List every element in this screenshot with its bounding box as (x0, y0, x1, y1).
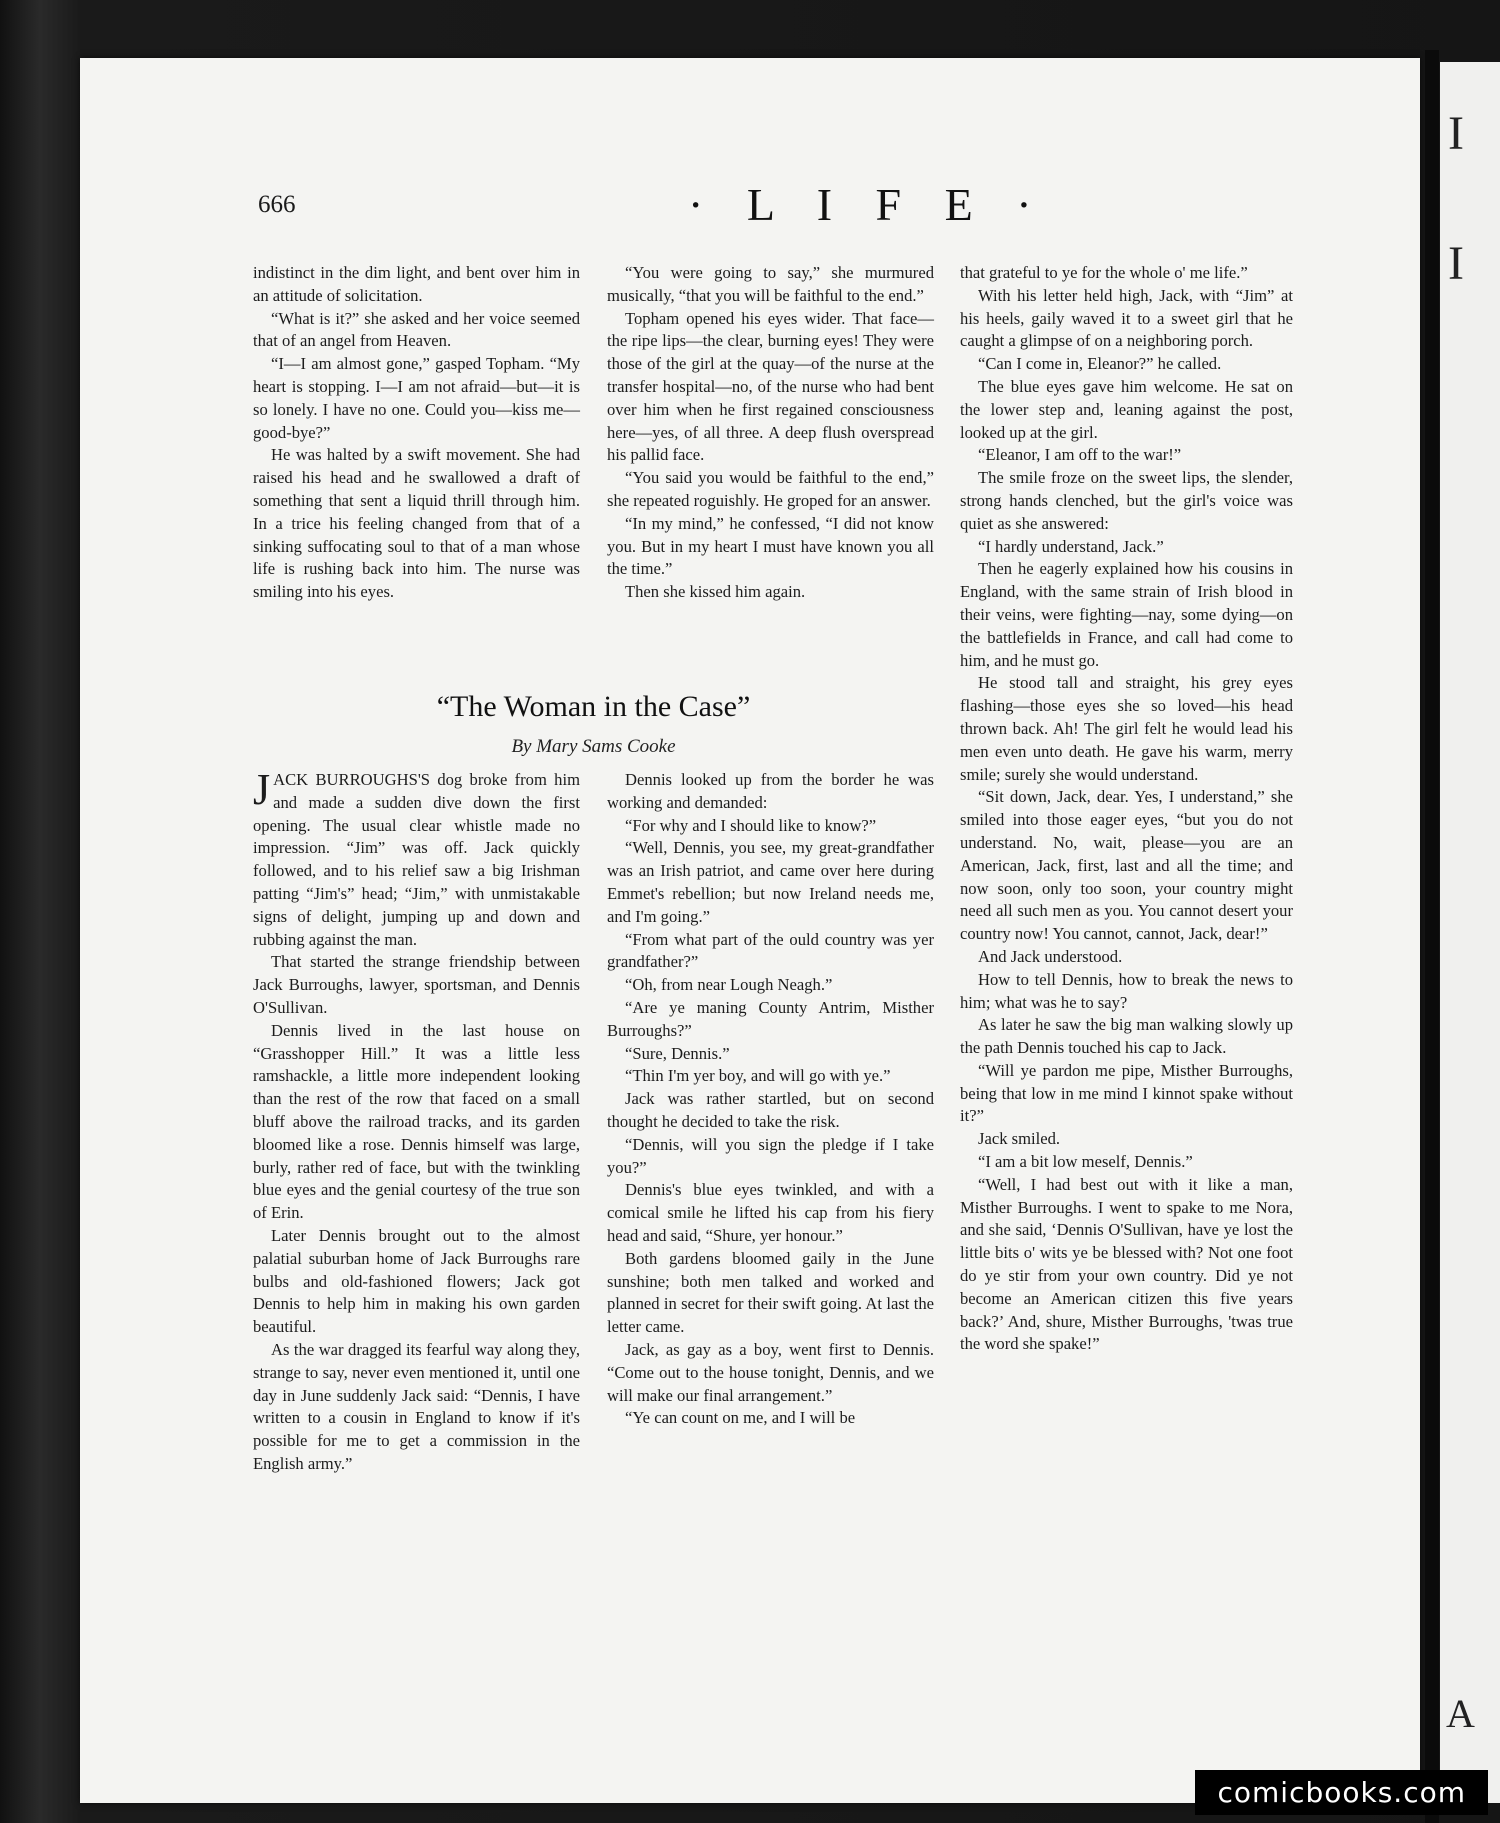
page-number: 666 (258, 191, 296, 218)
column-1-story (253, 765, 580, 1476)
paragraph: “Eleanor, I am off to the war!” (978, 445, 1182, 465)
paragraph: “Thin I'm yer boy, and will go with ye.” (625, 1066, 891, 1086)
watermark: comicbooks.com (1195, 1770, 1488, 1815)
paragraph: “Will ye pardon me pipe, Misther Burroughs, being that low in me mind I kinnot spake without it?” (960, 1060, 1293, 1126)
paragraph: Then he eagerly explained how his cousins in England, with the same strain of Irish blood in their veins, were fighting—nay, some dying—on the battlefields in France, and call had come to him, and he must go. (960, 559, 1293, 670)
paragraph: “Are ye maning County Antrim, Misther Burroughs?” (607, 997, 934, 1040)
paragraph: “I hardly understand, Jack.” (978, 536, 1164, 556)
paragraph: And Jack understood. (978, 946, 1123, 966)
column-3 (960, 262, 1293, 1356)
paragraph: Then she kissed him again. (625, 582, 806, 602)
paragraph: Jack, as gay as a boy, went first to Dennis. “Come out to the house tonight, Dennis, and we will make our final arrangement.” (607, 1339, 934, 1405)
paragraph: “You were going to say,” she murmured musically, “that you will be faithful to the end.” (607, 263, 934, 305)
paragraph: That started the strange friendship between Jack Burroughs, lawyer, sportsman, and Dennis O'Sullivan. (253, 952, 580, 1017)
paragraph: He was halted by a swift movement. She had raised his head and he swallowed a draft of something that sent a liquid thrill through him. In a trice his feeling changed from that of a sinking suffocating soul to that of a man whose life is rushing back into him. The nurse was smiling into his eyes. (253, 445, 580, 602)
paragraph: “Dennis, will you sign the pledge if I take you?” (607, 1134, 934, 1177)
page-gutter (1425, 50, 1439, 1823)
paragraph: “For why and I should like to know?” (625, 815, 877, 835)
paragraph: “Well, I had best out with it like a man, Misther Burroughs. I went to spake to me Nora, and she said, ‘Dennis O'Sullivan, have ye lost the little bits o' wits ye be blessed with? Not one foot do ye stir from your own country. Did ye not become an American citizen this five years back?’ And, shure, Misther Burroughs, 'twas true the word she spake!” (960, 1174, 1293, 1354)
masthead: · L I F E · (688, 179, 1048, 230)
paragraph: Jack was rather startled, but on second thought he decided to take the risk. (607, 1089, 934, 1131)
column-1-story-body (253, 951, 580, 1475)
drop-cap: J (253, 765, 271, 814)
paragraph: The blue eyes gave him welcome. He sat on the lower step and, leaning against the post, looked up at the girl. (960, 376, 1293, 442)
paragraph: The smile froze on the sweet lips, the slender, strong hands clenched, but the girl's voice was quiet as she answered: (960, 468, 1293, 533)
page-header (258, 179, 1293, 246)
paragraph: “Oh, from near Lough Neagh.” (625, 975, 833, 995)
story-byline: By Mary Sams Cooke (511, 736, 676, 757)
column-2-story (607, 769, 934, 1430)
paragraph: With his letter held high, Jack, with “Jim” at his heels, gaily waved it to a sweet girl that he caught a glimpse of on a neighboring porch. (960, 285, 1293, 351)
paragraph: “Can I come in, Eleanor?” he called. (978, 354, 1222, 374)
paragraph: “In my mind,” he confessed, “I did not know you. But in my heart I must have known you all the time.” (607, 513, 934, 579)
paragraph: “You said you would be faithful to the end,” she repeated roguishly. He groped for an answer. (607, 468, 934, 510)
paragraph: “I—I am almost gone,” gasped Topham. “My heart is stopping. I—I am not afraid—but—it is so lonely. I have no one. Could you—kiss me—good-bye?” (253, 354, 580, 442)
paragraph: “Sure, Dennis.” (625, 1043, 730, 1063)
paragraph: Dennis lived in the last house on “Grasshopper Hill.” It was a little less ramshackle, a little more independent looking than the rest of the row that faced on a small bluff above the railroad tracks, and its garden bloomed like a rose. Dennis himself was large, burly, rather red of face, but with the twinkling blue eyes and the genial courtesy of the true son of Erin. (253, 1020, 580, 1223)
paragraph: Both gardens bloomed gaily in the June sunshine; both men talked and worked and planned in secret for their swift going. At last the letter came. (607, 1248, 934, 1337)
paragraph: As the war dragged its fearful way along they, strange to say, never even mentioned it, until one day in June suddenly Jack said: “Dennis, I have written to a cousin in England to know if it's possible for me to get a commission in the English army.” (253, 1339, 580, 1473)
paragraph: Jack smiled. (978, 1129, 1061, 1149)
paragraph: He stood tall and straight, his grey eyes flashing—those eyes she so loved—his head thrown back. Ah! The girl felt he would lead his men even unto death. He gave his warm, merry smile; surely she would understand. (960, 673, 1293, 784)
paragraph: Topham opened his eyes wider. That face—the ripe lips—the clear, burning eyes! They were those of the girl at the quay—of the nurse at the transfer hospital—no, of the nurse who had bent over him when he first regained consciousness here—yes, of all three. A deep flush overspread his pallid face. (607, 308, 934, 465)
paragraph: indistinct in the dim light, and bent over him in an attitude of solicitation. (253, 263, 580, 305)
story-opening-paragraph: JACK BURROUGHS'S dog broke from him and made a sudden dive down the first opening. The usual clear whistle made no impression. “Jim” was off. Jack quickly followed, and to his relief saw a big Irishman patting “Jim's” head; “Jim,” with unmistakable signs of delight, jumping up and down and rubbing against the man. (253, 765, 580, 949)
adjacent-page-edge: I I A (1440, 62, 1500, 1803)
story-title: “The Woman in the Case” (436, 690, 751, 723)
paragraph: “Ye can count on me, and I will be (625, 1408, 856, 1428)
paragraph: “I am a bit low meself, Dennis.” (978, 1152, 1193, 1172)
paragraph: How to tell Dennis, how to break the news to him; what was he to say? (960, 969, 1293, 1012)
paragraph: “Sit down, Jack, dear. Yes, I understand,” she smiled into those eager eyes, “but you do not understand. No, wait, please—you are an American, Jack, first, last and all the time; and now soon, only too soon, your country might need all such men as you. You cannot desert your country now! You cannot, cannot, Jack, dear!” (960, 787, 1293, 944)
paragraph: As later he saw the big man walking slowly up the path Dennis touched his cap to Jack. (960, 1015, 1293, 1058)
paragraph: “From what part of the ould country was yer grandfather?” (607, 929, 934, 972)
paragraph: that grateful to ye for the whole o' me life.” (960, 263, 1248, 282)
paragraph: Dennis's blue eyes twinkled, and with a comical smile he lifted his cap from his fiery head and said, “Shure, yer honour.” (607, 1180, 934, 1245)
column-1-top (253, 262, 580, 604)
paragraph: “Well, Dennis, you see, my great-grandfather was an Irish patriot, and came over here during Emmet's rebellion; but now Ireland needs me, and I'm going.” (607, 838, 934, 926)
paragraph: Dennis looked up from the border he was working and demanded: (607, 770, 934, 812)
paragraph: “What is it?” she asked and her voice seemed that of an angel from Heaven. (253, 308, 580, 351)
paragraph: Later Dennis brought out to the almost palatial suburban home of Jack Burroughs rare bulbs and old-fashioned flowers; Jack got Dennis to help him in making his own garden beautiful. (253, 1225, 580, 1337)
column-2-top (607, 262, 934, 604)
